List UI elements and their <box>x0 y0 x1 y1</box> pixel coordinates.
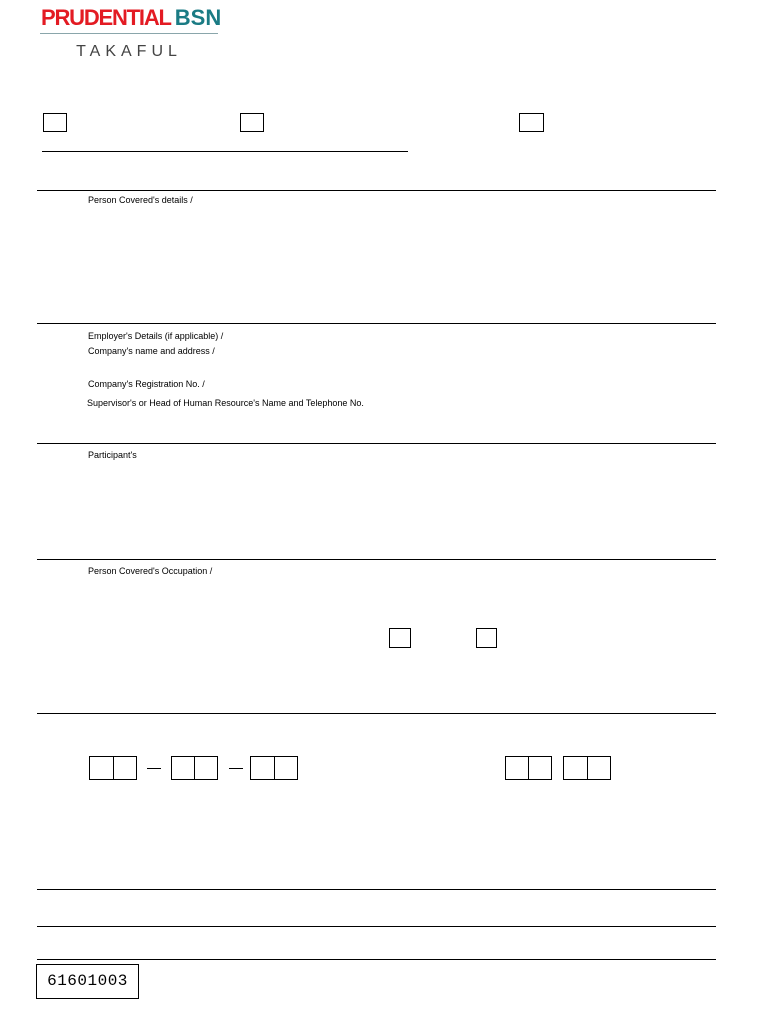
checkbox-option-2[interactable] <box>240 113 264 132</box>
section-divider <box>37 889 716 890</box>
company-logo <box>38 4 220 62</box>
time-hour-input[interactable] <box>505 756 552 780</box>
checkbox-occupation-no[interactable] <box>476 628 497 648</box>
date-separator <box>229 768 243 769</box>
supervisor-contact-label: Supervisor's or Head of Human Resource's Name and Telephone No. <box>87 398 364 408</box>
person-covered-details-label: Person Covered's details / <box>88 195 193 205</box>
section-divider <box>37 959 716 960</box>
company-registration-label: Company's Registration No. / <box>88 379 205 389</box>
form-code: 61601003 <box>36 964 139 999</box>
checkbox-option-3[interactable] <box>519 113 544 132</box>
date-year-input[interactable] <box>250 756 298 780</box>
company-name-address-label: Company's name and address / <box>88 346 215 356</box>
section-divider <box>37 559 716 560</box>
logo-brand-secondary: BSN <box>174 5 222 30</box>
section-divider <box>37 323 716 324</box>
date-day-input[interactable] <box>89 756 137 780</box>
time-minute-input[interactable] <box>563 756 611 780</box>
date-month-input[interactable] <box>171 756 218 780</box>
section-divider <box>37 926 716 927</box>
logo-subtitle: TAKAFUL <box>76 43 182 60</box>
checkbox-occupation-yes[interactable] <box>389 628 411 648</box>
logo-divider <box>40 33 218 34</box>
participant-label: Participant's <box>88 450 137 460</box>
section-divider <box>37 190 716 191</box>
employer-details-label: Employer's Details (if applicable) / <box>88 331 224 341</box>
section-divider <box>37 443 716 444</box>
occupation-label: Person Covered's Occupation / <box>88 566 213 576</box>
logo-brand-primary: PRUDENTIAL <box>41 5 171 30</box>
checkbox-option-1[interactable] <box>43 113 67 132</box>
date-separator <box>147 768 161 769</box>
logo-wordmark <box>41 6 221 30</box>
entry-line <box>42 151 408 152</box>
section-divider <box>37 713 716 714</box>
